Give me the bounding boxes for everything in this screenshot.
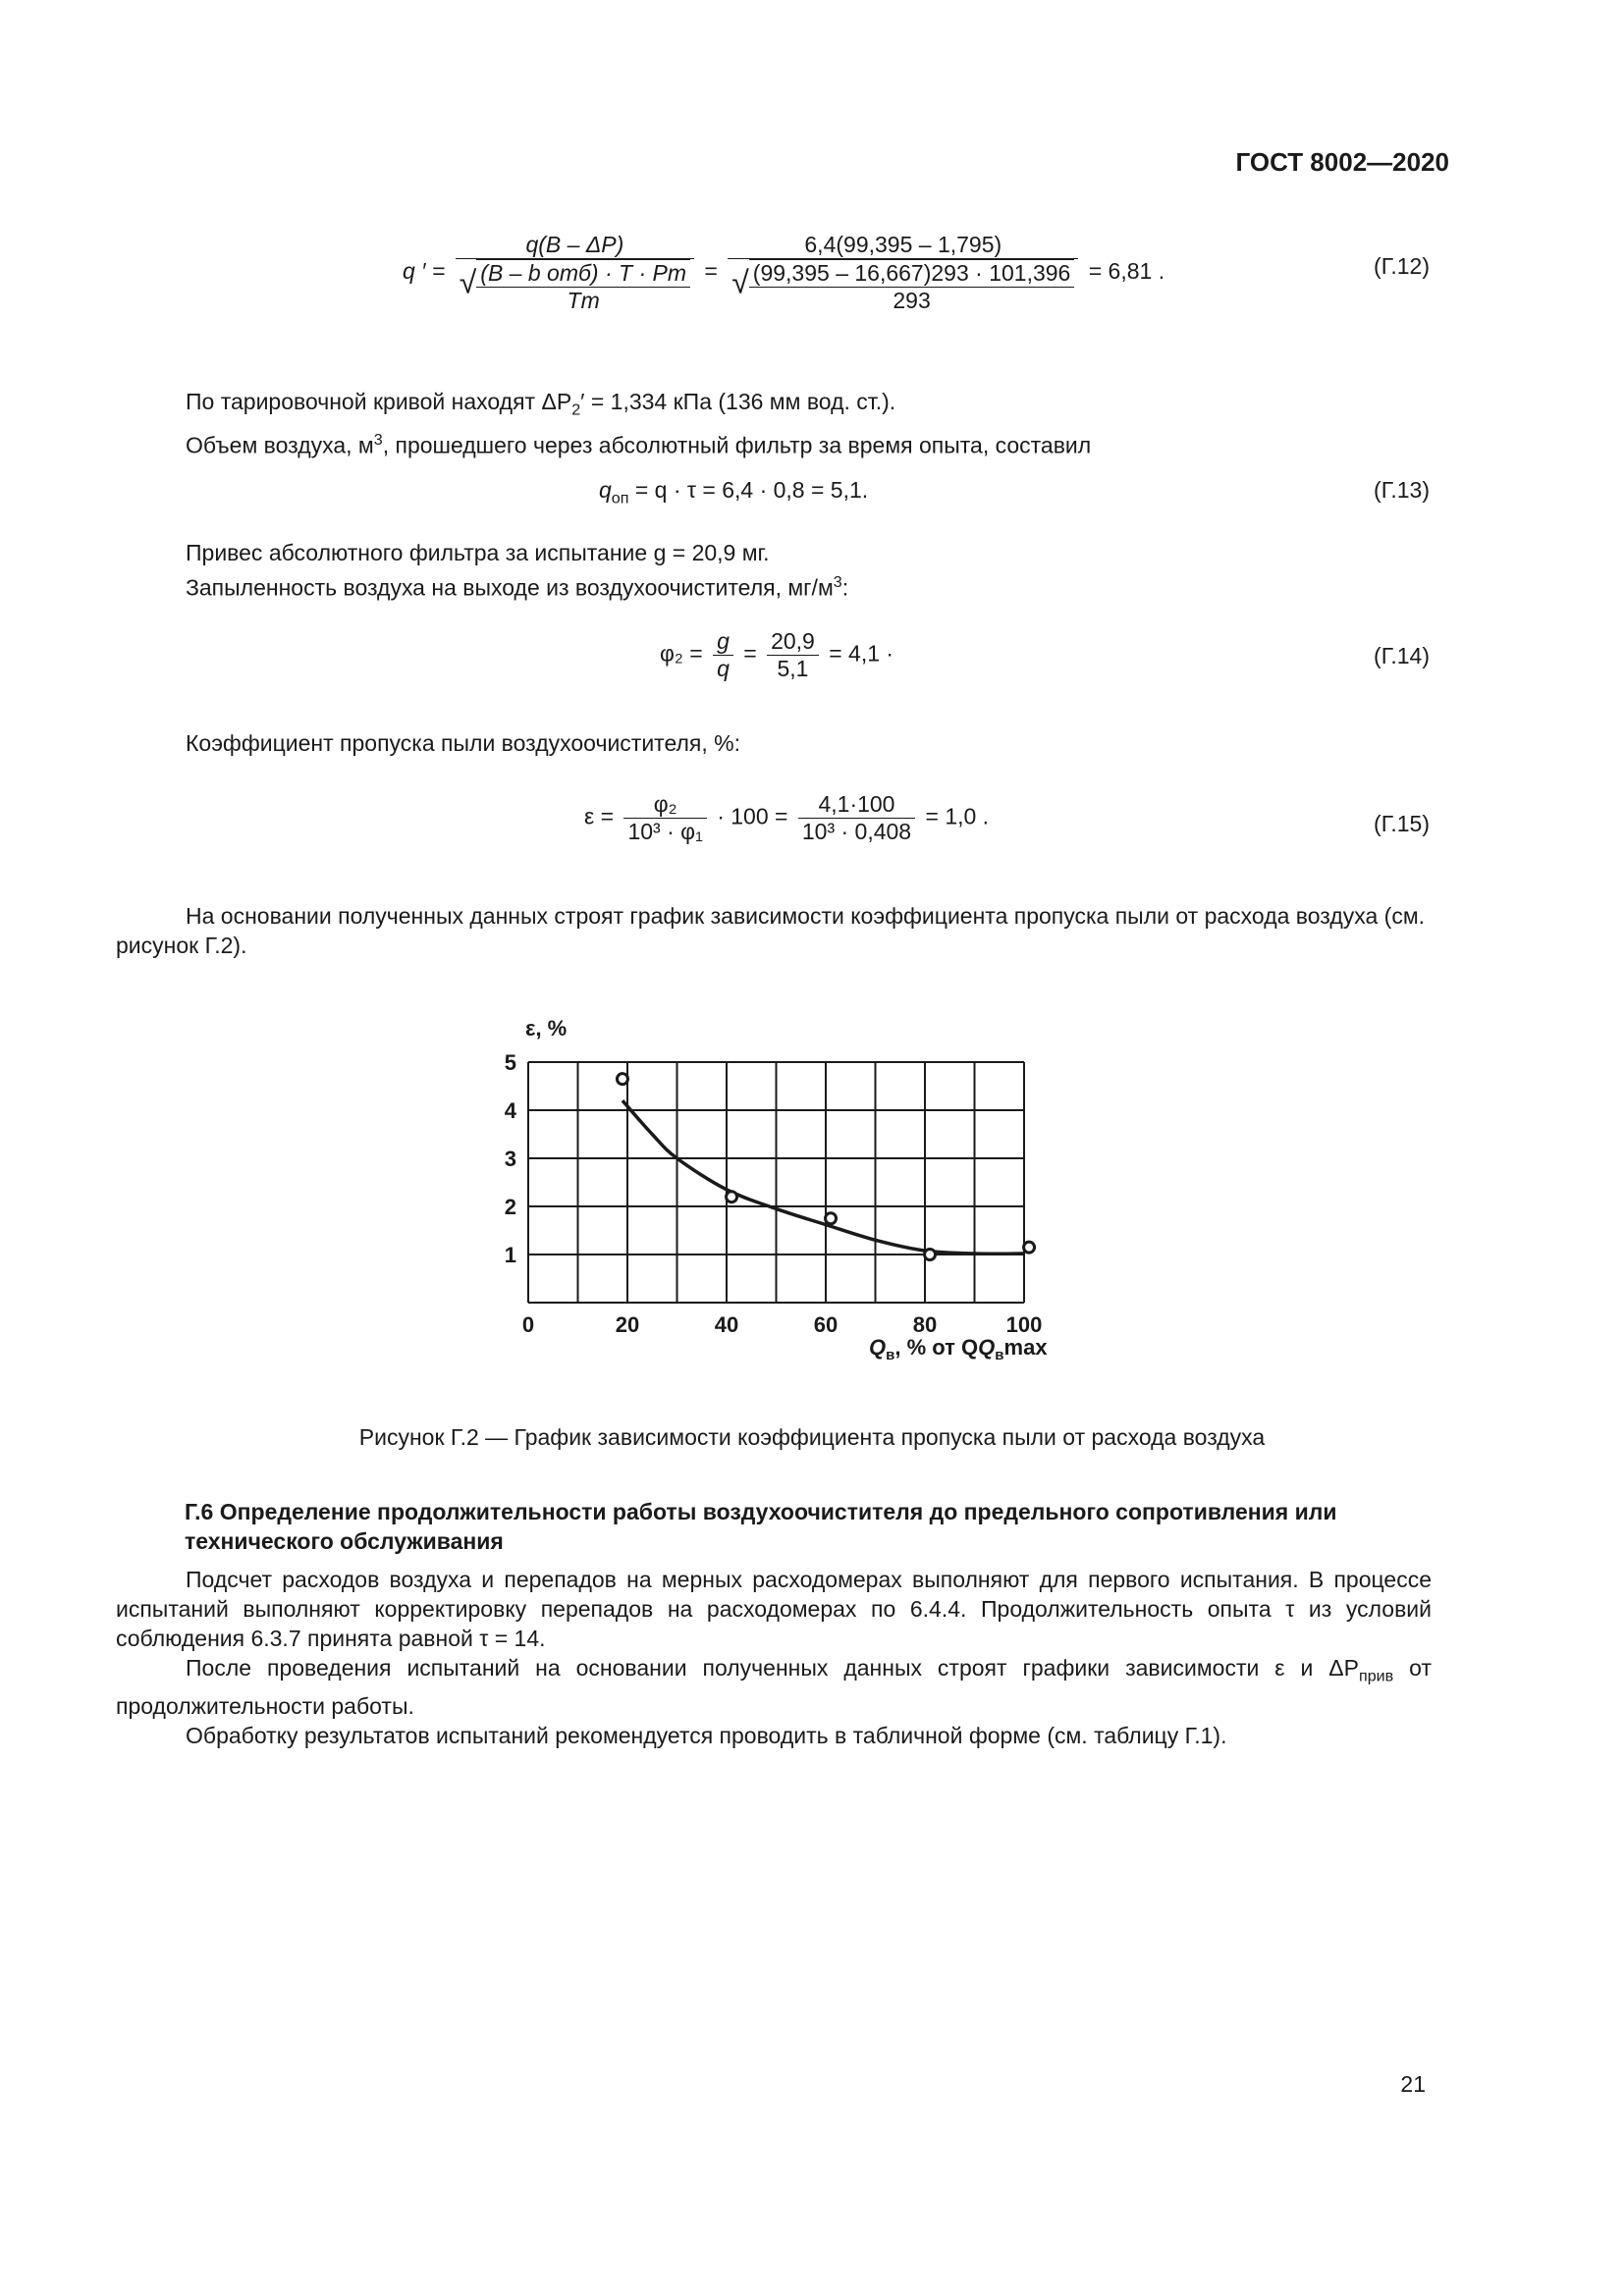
para1-line1-suffix: ′ = 1,334 кПа (136 мм вод. ст.). — [580, 389, 896, 414]
paragraph-filter-weight — [116, 538, 1432, 603]
eq12-fraction-2 — [728, 232, 1078, 314]
section-heading: Г.6 Определение продолжительности работы воздухоочистителя до предельного сопротивления или технического обслуживания — [185, 1499, 1337, 1554]
eq13-sub: оп — [611, 489, 629, 507]
chart-xlabel — [869, 1335, 1048, 1363]
para1-line1-sub: 2 — [571, 400, 581, 419]
para2-line2-sup: 3 — [833, 573, 842, 591]
section-p2-prefix: После проведения испытаний на основании полученных данных строят графики зависимости ε и ΔP — [186, 1655, 1359, 1681]
eq15-mid: · 100 = — [717, 803, 788, 829]
section-p2-sub: прив — [1359, 1667, 1394, 1685]
equation-number-g12: (Г.12) — [1374, 253, 1430, 279]
eq12-den2-bottom: 293 — [893, 288, 931, 313]
chart-xlabel-q2: Q — [978, 1335, 996, 1360]
equation-g13 — [599, 477, 868, 508]
y-tick-label: 2 — [504, 1195, 516, 1219]
eq15-result: = 1,0 . — [925, 803, 990, 829]
figure-caption: Рисунок Г.2 — График зависимости коэффициента пропуска пыли от расхода воздуха — [358, 1424, 1266, 1450]
data-point — [1024, 1242, 1035, 1253]
section-p2 — [116, 1653, 1432, 1721]
chart-grid — [528, 1062, 1024, 1303]
section-p3: Обработку результатов испытаний рекомендуется проводить в табличной форме (см. таблицу Г.1). — [186, 1722, 1227, 1748]
x-tick-label: 0 — [521, 1312, 535, 1337]
chart-xlabel-sub: в — [886, 1347, 895, 1363]
x-tick-label: 80 — [912, 1312, 938, 1337]
eq12-num1: q(B – ΔP) — [456, 232, 694, 259]
x-tick-label: 60 — [813, 1312, 839, 1337]
equation-number-g13: (Г.13) — [1374, 477, 1430, 503]
paragraph-calibration — [116, 387, 1432, 459]
page-number: 21 — [1400, 2071, 1426, 2097]
eq15-den1: 10³ · φ₁ — [627, 819, 703, 844]
eq14-num2: 20,9 — [767, 628, 819, 656]
data-point — [826, 1213, 837, 1224]
para1-line2: Объем воздуха, м — [186, 432, 374, 458]
eq14-lhs: φ₂ = — [660, 640, 703, 667]
eq14-den1: q — [717, 656, 730, 681]
section-p2-suffix: от продолжительности работы. — [116, 1655, 1432, 1719]
data-point — [727, 1192, 737, 1202]
para1-line1: По тарировочной кривой находят ΔP — [186, 389, 572, 414]
chart-y-ticks — [505, 1050, 517, 1267]
eq15-lhs: ε = — [584, 803, 615, 829]
para1-line2-suffix: , прошедшего через абсолютный фильтр за время опыта, составил — [382, 432, 1092, 458]
x-tick-label: 20 — [615, 1312, 640, 1337]
equation-number-g15: (Г.15) — [1374, 811, 1430, 836]
eq14-num1: g — [713, 628, 733, 656]
x-tick-label: 40 — [714, 1312, 739, 1337]
y-tick-label: 3 — [504, 1147, 516, 1171]
eq15-num1: φ₂ — [623, 791, 706, 819]
equation-number-g14: (Г.14) — [1374, 643, 1430, 668]
y-tick-label: 4 — [504, 1098, 516, 1123]
eq15-den2: 10³ · 0,408 — [801, 819, 912, 844]
para2-line2-suffix: : — [841, 574, 849, 601]
chart-xlabel-q: Q — [869, 1335, 887, 1360]
paragraph-graph-intro: На основании полученных данных строят график зависимости коэффициента пропуска пыли от расхода воздуха (см. рисунок Г.2). — [116, 903, 1426, 958]
para2-line2: Запыленность воздуха на выходе из воздухоочистителя, мг/м — [186, 574, 834, 601]
para1-line2-sup: 3 — [373, 430, 383, 449]
data-point — [617, 1074, 627, 1085]
eq13-rest: = q · τ = 6,4 · 0,8 = 5,1. — [628, 477, 869, 503]
y-tick-label: 1 — [504, 1243, 516, 1267]
dust-coefficient-chart — [471, 1001, 1060, 1374]
eq12-den2-top: (99,395 – 16,667)293 · 101,396 — [749, 260, 1075, 288]
chart-xlabel-mid: , % от Q — [894, 1335, 979, 1360]
eq15-num2: 4,1·100 — [798, 791, 915, 819]
equation-g12: q ′ = q(B – ΔP) √ $\frac{\text{(B – b отб) · T · Pт}}{Tт}$ = 6,4(99,395 – 1,795) √ $\frac{(99,395 - 16,667)293 \cdot 101,396}{293}$ = 6,81 . — [403, 232, 1165, 313]
chart-xlabel-sub2: в — [995, 1347, 1004, 1363]
equation-g15 — [584, 791, 989, 845]
data-point — [925, 1250, 936, 1260]
eq12-den2: √ $\frac{(99,395 - 16,667)293 \cdot 101,396}{293}$ — [728, 259, 1078, 314]
y-tick-label: 5 — [504, 1050, 516, 1075]
paragraph-coefficient: Коэффициент пропуска пыли воздухоочистителя, %: — [186, 730, 740, 756]
section-body — [116, 1565, 1432, 1750]
eq12-num2: 6,4(99,395 – 1,795) — [728, 232, 1078, 259]
eq12-result: = 6,81 . — [1088, 258, 1165, 285]
section-p1: Подсчет расходов воздуха и перепадов на мерных расходомерах выполняют для первого испытания. В процессе испытаний выполняют корректировку перепадов на расходомерах по 6.4.4. Продолжительность опыта τ из условий соблюдения 6.3.7 принята равной τ = 14. — [116, 1567, 1432, 1651]
chart-x-ticks — [522, 1312, 1042, 1337]
para2-line1: Привес абсолютного фильтра за испытание g = 20,9 мг. — [186, 540, 770, 565]
eq14-result: = 4,1 · — [829, 640, 894, 667]
chart-xlabel-end: max — [1003, 1335, 1048, 1360]
eq14-den2: 5,1 — [777, 656, 809, 681]
eq12-den1-bottom: Tт — [567, 288, 600, 313]
eq12-lhs: q ′ = — [403, 258, 446, 285]
equation-g14: φ₂ = $\frac{g}{q}$ = $\frac{20,9}{5,1}$ = 4,1 · — [660, 628, 894, 681]
eq13-q: q — [599, 477, 612, 503]
eq12-den1: √ $\frac{\text{(B – b отб) · T · Pт}}{Tт}$ — [456, 259, 694, 314]
chart-curve — [623, 1100, 1024, 1254]
document-number: ГОСТ 8002—2020 — [1235, 147, 1449, 177]
chart-ylabel: ε, % — [525, 1016, 568, 1041]
eq12-fraction-1 — [456, 232, 694, 314]
x-tick-label: 100 — [1005, 1312, 1043, 1337]
eq12-den1-top: (B – b отб) · T · Pт — [476, 260, 690, 288]
